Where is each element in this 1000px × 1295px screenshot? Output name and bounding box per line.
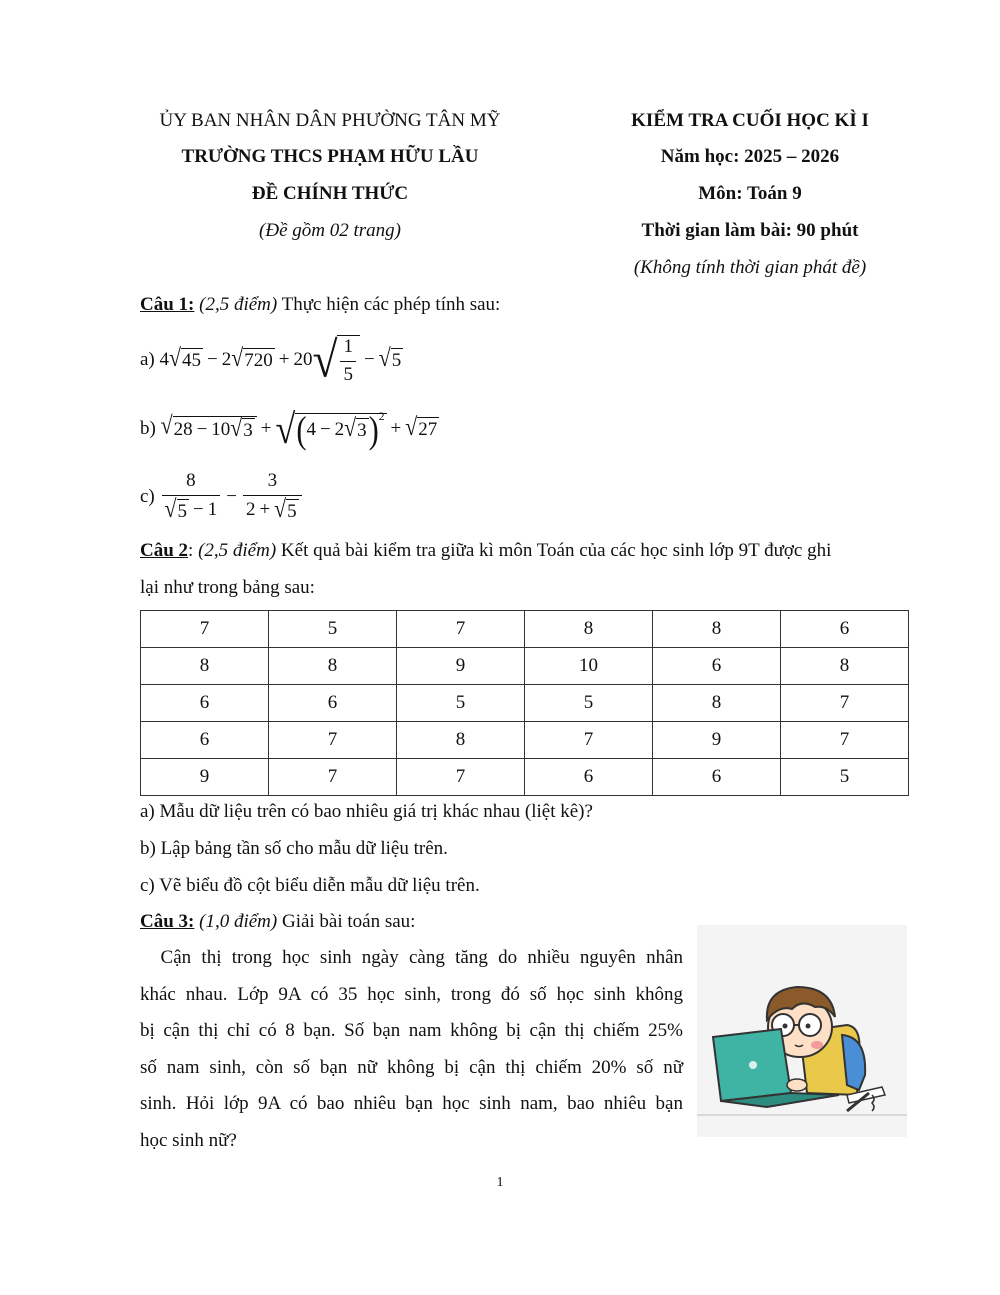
q1-b-expression: b) √ 28 − 10 √ 3 + √ ( 4 − 2 √ 3 ) 2 + √ 27 [140,405,438,452]
table-cell: 8 [525,611,653,648]
q3-line: học sinh nữ? [140,1129,237,1151]
table-cell: 7 [269,759,397,796]
official-label: ĐỀ CHÍNH THỨC [251,183,409,204]
table-cell: 8 [397,722,525,759]
q2-heading [140,540,831,562]
q1-b-label: b) [140,418,156,439]
duration-note: (Không tính thời gian phát đề) [633,257,867,278]
q3-line: bị cận thị chỉ có 8 bạn. Số bạn nam không bị cận thị chiếm 25% [140,1020,683,1041]
table-cell: 6 [269,685,397,722]
table-cell: 8 [781,648,909,685]
authority-name: ỦY BAN NHÂN DÂN PHƯỜNG TÂN MỸ [159,110,501,131]
q1-points: (2,5 điểm) [199,294,278,315]
table-cell: 5 [397,685,525,722]
q1-a-expression: a) 4 √ 45 − 2 √ 720 + 20 √ $\frac{1}{5}$ − √ 5 [140,331,402,388]
q3-heading [140,911,415,933]
table-cell: 6 [141,685,269,722]
duration: Thời gian làm bài: 90 phút [641,220,859,241]
table-cell: 6 [525,759,653,796]
q1-c-expression: c) 8 √ 5 − 1 − 3 2 + √ 5 [140,468,304,526]
table-cell: 10 [525,648,653,685]
table-cell: 7 [781,722,909,759]
q2-colon: : [188,540,194,561]
q1-a-label: a) [140,349,155,370]
q2-points: (2,5 điểm) [198,540,277,561]
table-cell: 7 [141,611,269,648]
table-cell: 6 [141,722,269,759]
table-cell: 9 [141,759,269,796]
q3-line: sinh. Hỏi lớp 9A có bao nhiêu bạn học sinh nam, bao nhiêu bạn [140,1093,683,1114]
table-cell: 7 [525,722,653,759]
table-row [141,611,909,648]
student-laptop-illustration [697,925,907,1137]
table-cell: 7 [397,611,525,648]
table-cell: 6 [781,611,909,648]
q1-heading [140,294,500,316]
exam-title: KIỂM TRA CUỐI HỌC KÌ I [631,110,869,131]
q1-c-label: c) [140,486,155,507]
table-cell: 8 [141,648,269,685]
q3-line: Cận thị trong học sinh ngày càng tăng do nhiều nguyên nhân [140,947,683,968]
table-cell: 6 [653,648,781,685]
q2-part-b: b) Lập bảng tần số cho mẫu dữ liệu trên. [140,838,448,859]
table-cell: 5 [781,759,909,796]
q2-text-1: Kết quả bài kiểm tra giữa kì môn Toán của các học sinh lớp 9T được ghi [280,540,832,561]
table-cell: 8 [269,648,397,685]
q3-points: (1,0 điểm) [199,911,278,932]
q1-label: Câu 1: [140,294,195,315]
subject: Môn: Toán 9 [698,183,802,204]
table-cell: 7 [269,722,397,759]
q3-line: số nam sinh, còn số bạn nữ không bị cận thị chiếm 20% số nữ [140,1056,683,1078]
table-row [141,759,909,796]
page-number: 1 [496,1175,504,1190]
table-row [141,722,909,759]
table-cell: 7 [397,759,525,796]
table-cell: 8 [653,685,781,722]
school-year: Năm học: 2025 – 2026 [660,146,840,167]
table-cell: 9 [653,722,781,759]
table-cell: 7 [781,685,909,722]
q1-text: Thực hiện các phép tính sau: [281,294,501,315]
school-name: TRƯỜNG THCS PHẠM HỮU LẦU [181,146,479,167]
table-cell: 5 [269,611,397,648]
q3-label: Câu 3: [140,911,195,932]
table-cell: 5 [525,685,653,722]
q2-label: Câu 2 [140,540,189,561]
score-table [140,610,909,796]
q3-paragraph [140,940,683,1159]
page-count-note: (Đề gồm 02 trang) [259,220,401,241]
table-row [141,648,909,685]
q2-text-2: lại như trong bảng sau: [140,577,315,598]
table-cell: 8 [653,611,781,648]
table-row [141,685,909,722]
q2-part-c: c) Vẽ biểu đồ cột biểu diễn mẫu dữ liệu trên. [140,875,480,896]
table-cell: 6 [653,759,781,796]
q3-line: khác nhau. Lớp 9A có 35 học sinh, trong đó số học sinh không [140,983,683,1005]
table-cell: 9 [397,648,525,685]
q3-text: Giải bài toán sau: [281,911,416,932]
q2-part-a: a) Mẫu dữ liệu trên có bao nhiêu giá trị khác nhau (liệt kê)? [140,801,593,822]
